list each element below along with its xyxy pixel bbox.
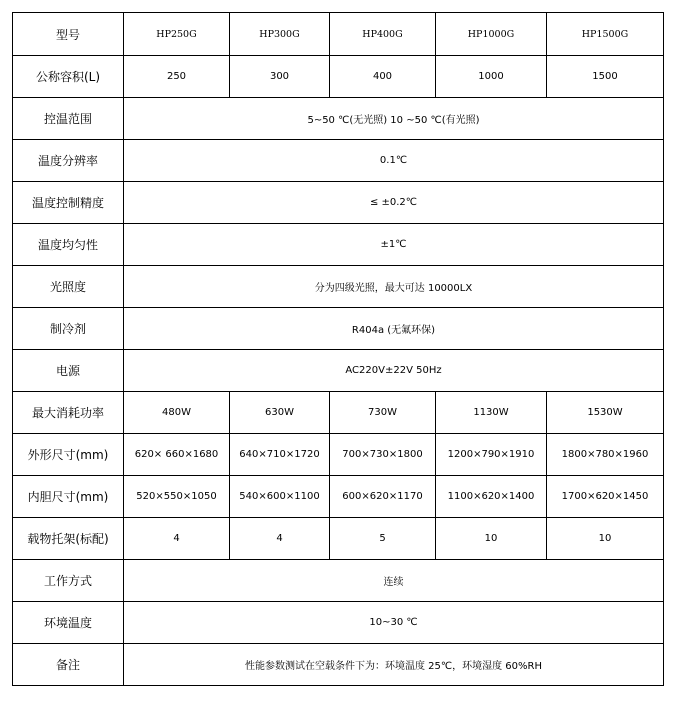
row-max-power <box>13 392 664 434</box>
outer-size-cell: 640×710×1720 <box>230 434 330 476</box>
outer-size-cell: 620× 660×1680 <box>124 434 230 476</box>
capacity-cell: 1000 <box>436 56 547 98</box>
capacity-cell: 1500 <box>547 56 664 98</box>
row-capacity <box>13 56 664 98</box>
outer-size-cell: 1800×780×1960 <box>547 434 664 476</box>
row-label-remarks: 备注 <box>13 644 124 686</box>
row-label-temp-uniformity: 温度均匀性 <box>13 224 124 266</box>
illuminance-value: 分为四级光照，最大可达 10000LX <box>124 266 664 308</box>
row-temp-accuracy <box>13 182 664 224</box>
shelves-cell: 10 <box>436 518 547 560</box>
capacity-cell: 300 <box>230 56 330 98</box>
outer-size-cell: 1200×790×1910 <box>436 434 547 476</box>
row-label-temp-resolution: 温度分辨率 <box>13 140 124 182</box>
shelves-cell: 4 <box>124 518 230 560</box>
row-power-supply <box>13 350 664 392</box>
temp-resolution-value: 0.1℃ <box>124 140 664 182</box>
row-shelves <box>13 518 664 560</box>
row-refrigerant <box>13 308 664 350</box>
model-cell: HP1500G <box>547 13 664 56</box>
row-ambient-temp <box>13 602 664 644</box>
shelves-cell: 10 <box>547 518 664 560</box>
capacity-cell: 400 <box>330 56 436 98</box>
temp-range-value: 5~50 ℃(无光照) 10 ~50 ℃(有光照) <box>124 98 664 140</box>
max-power-cell: 630W <box>230 392 330 434</box>
shelves-cell: 5 <box>330 518 436 560</box>
max-power-cell: 1130W <box>436 392 547 434</box>
model-cell: HP300G <box>230 13 330 56</box>
remarks-value: 性能参数测试在空载条件下为：环境温度 25℃，环境湿度 60%RH <box>124 644 664 686</box>
row-inner-size <box>13 476 664 518</box>
model-cell: HP1000G <box>436 13 547 56</box>
row-label-illuminance: 光照度 <box>13 266 124 308</box>
model-cell: HP400G <box>330 13 436 56</box>
row-label-models: 型号 <box>13 13 124 56</box>
row-label-temp-accuracy: 温度控制精度 <box>13 182 124 224</box>
shelves-cell: 4 <box>230 518 330 560</box>
row-label-power-supply: 电源 <box>13 350 124 392</box>
row-temp-uniformity <box>13 224 664 266</box>
work-mode-value: 连续 <box>124 560 664 602</box>
capacity-cell: 250 <box>124 56 230 98</box>
inner-size-cell: 520×550×1050 <box>124 476 230 518</box>
outer-size-cell: 700×730×1800 <box>330 434 436 476</box>
max-power-cell: 480W <box>124 392 230 434</box>
inner-size-cell: 1700×620×1450 <box>547 476 664 518</box>
row-illuminance <box>13 266 664 308</box>
ambient-temp-value: 10~30 ℃ <box>124 602 664 644</box>
row-label-max-power: 最大消耗功率 <box>13 392 124 434</box>
temp-accuracy-value: ≤ ±0.2℃ <box>124 182 664 224</box>
inner-size-cell: 1100×620×1400 <box>436 476 547 518</box>
max-power-cell: 1530W <box>547 392 664 434</box>
row-outer-size <box>13 434 664 476</box>
max-power-cell: 730W <box>330 392 436 434</box>
row-remarks <box>13 644 664 686</box>
row-work-mode <box>13 560 664 602</box>
row-temp-range <box>13 98 664 140</box>
inner-size-cell: 600×620×1170 <box>330 476 436 518</box>
row-label-shelves: 载物托架(标配) <box>13 518 124 560</box>
row-label-outer-size: 外形尺寸(mm) <box>13 434 124 476</box>
row-models <box>13 13 664 56</box>
row-label-refrigerant: 制冷剂 <box>13 308 124 350</box>
model-cell: HP250G <box>124 13 230 56</box>
inner-size-cell: 540×600×1100 <box>230 476 330 518</box>
row-label-temp-range: 控温范围 <box>13 98 124 140</box>
power-supply-value: AC220V±22V 50Hz <box>124 350 664 392</box>
row-temp-resolution <box>13 140 664 182</box>
row-label-ambient-temp: 环境温度 <box>13 602 124 644</box>
temp-uniformity-value: ±1℃ <box>124 224 664 266</box>
refrigerant-value: R404a (无氟环保) <box>124 308 664 350</box>
spec-table <box>12 12 664 686</box>
row-label-capacity: 公称容积(L) <box>13 56 124 98</box>
row-label-work-mode: 工作方式 <box>13 560 124 602</box>
row-label-inner-size: 内胆尺寸(mm) <box>13 476 124 518</box>
